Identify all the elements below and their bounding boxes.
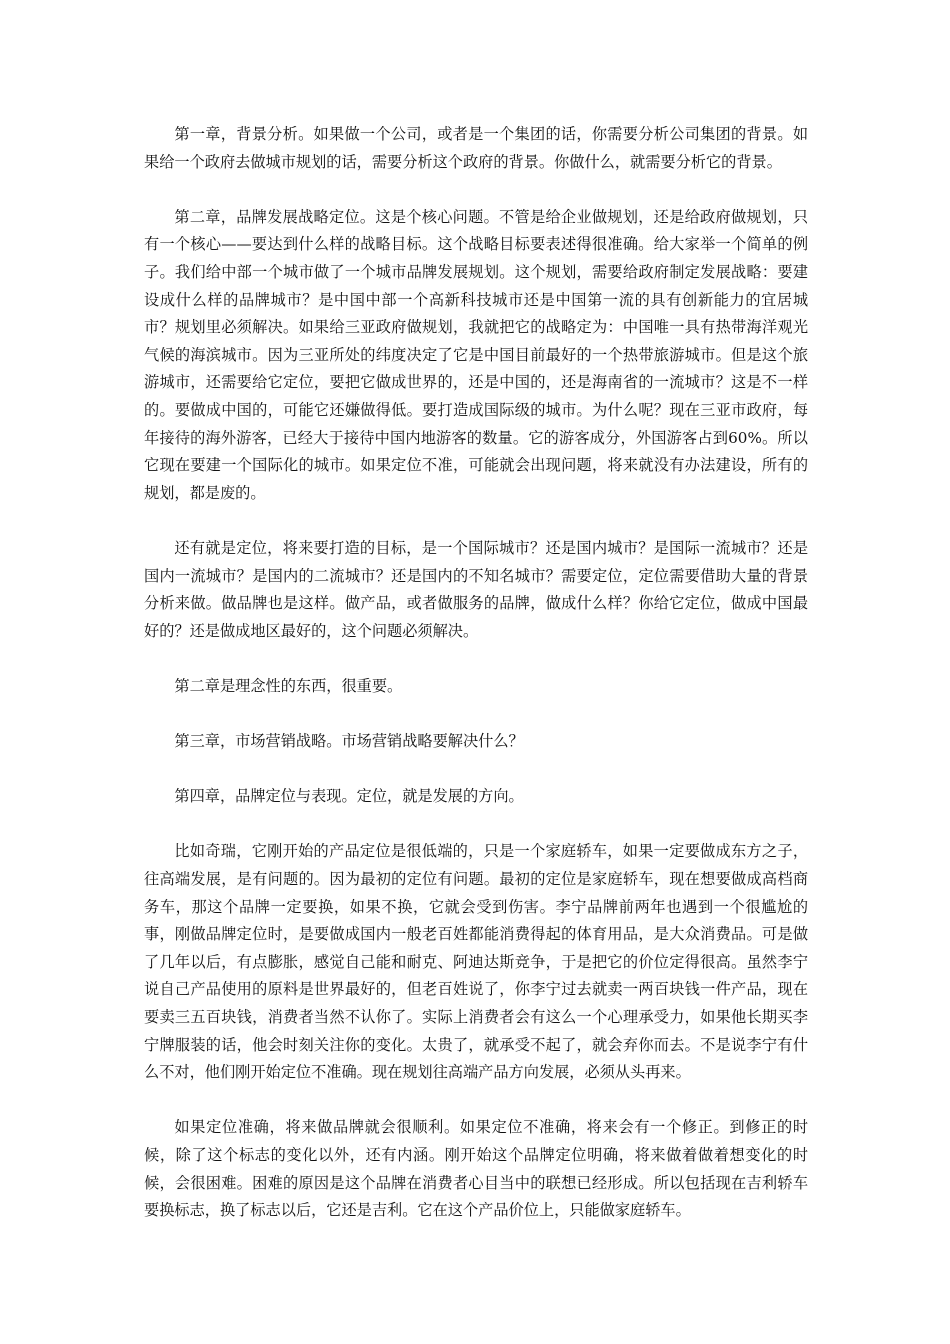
paragraph-chapter-2-strategy: 第二章，品牌发展战略定位。这是个核心问题。不管是给企业做规划，还是给政府做规划，只有一个核心——要达到什么样的战略目标。这个战略目标要表述得很准确。给大家举一个简单的例子。我们给中部一个城市做了一个城市品牌发展规划。这个规划，需要给政府制定发展战略：要建设成什么样的品牌城市？是中国中部一个高新科技城市还是中国第一流的具有创新能力的宜居城市？规划里必须解决。如果给三亚政府做规划，我就把它的战略定为：中国唯一具有热带海洋观光气候的海滨城市。因为三亚所处的纬度决定了它是中国目前最好的一个热带旅游城市。但是这个旅游城市，还需要给它定位，要把它做成世界的，还是中国的，还是海南省的一流城市？这是不一样的。要做成中国的，可能它还嫌做得低。要打造成国际级的城市。为什么呢？现在三亚市政府，每年接待的海外游客，已经大于接待中国内地游客的数量。它的游客成分，外国游客占到60%。所以它现在要建一个国际化的城市。如果定位不准，可能就会出现问题，将来就没有办法建设，所有的规划，都是废的。 (144, 207, 808, 502)
paragraph-positioning-accuracy: 如果定位准确，将来做品牌就会很顺利。如果定位不准确，将来会有一个修正。到修正的时候，除了这个标志的变化以外，还有内涵。刚开始这个品牌定位明确，将来做着做着想变化的时候，会很困难。困难的原因是这个品牌在消费者心目当中的联想已经形成。所以包括现在吉利轿车要换标志，换了标志以后，它还是吉利。它在这个产品价位上，只能做家庭轿车。 (144, 1118, 808, 1220)
paragraph-chapter-2-summary: 第二章是理念性的东西，很重要。 (174, 676, 403, 695)
paragraph-chapter-4-positioning: 第四章，品牌定位与表现。定位，就是发展的方向。 (174, 787, 524, 806)
paragraph-chapter-3-marketing: 第三章，市场营销战略。市场营销战略要解决什么？ (174, 732, 524, 751)
paragraph-chapter-1-background: 第一章，背景分析。如果做一个公司，或者是一个集团的话，你需要分析公司集团的背景。如果给一个政府去做城市规划的话，需要分析这个政府的背景。你做什么，就需要分析它的背景。 (144, 125, 808, 171)
paragraph-positioning-targets: 还有就是定位，将来要打造的目标，是一个国际城市？还是国内城市？是国际一流城市？还是国内一流城市？是国内的二流城市？还是国内的不知名城市？需要定位，定位需要借助大量的背景分析来做。做品牌也是这样。做产品，或者做服务的品牌，做成什么样？你给它定位，做成中国最好的？还是做成地区最好的，这个问题必须解决。 (144, 538, 808, 640)
document-page (144, 121, 808, 1252)
paragraph-chery-lining-example: 比如奇瑞，它刚开始的产品定位是很低端的，只是一个家庭轿车，如果一定要做成东方之子，往高端发展，是有问题的。因为最初的定位有问题。最初的定位是家庭轿车，现在想要做成高档商务车，那这个品牌一定要换，如果不换，它就会受到伤害。李宁品牌前两年也遇到一个很尴尬的事，刚做品牌定位时，是要做成国内一般老百姓都能消费得起的体育用品，是大众消费品。可是做了几年以后，有点膨胀，感觉自己能和耐克、阿迪达斯竞争，于是把它的价位定得很高。虽然李宁说自己产品使用的原料是世界最好的，但老百姓说了，你李宁过去就卖一两百块钱一件产品，现在要卖三五百块钱，消费者当然不认你了。实际上消费者会有这么一个心理承受力，如果他长期买李宁牌服装的话，他会时刻关注你的变化。太贵了，就承受不起了，就会弃你而去。不是说李宁有什么不对，他们刚开始定位不准确。现在规划往高端产品方向发展，必须从头再来。 (144, 842, 808, 1082)
